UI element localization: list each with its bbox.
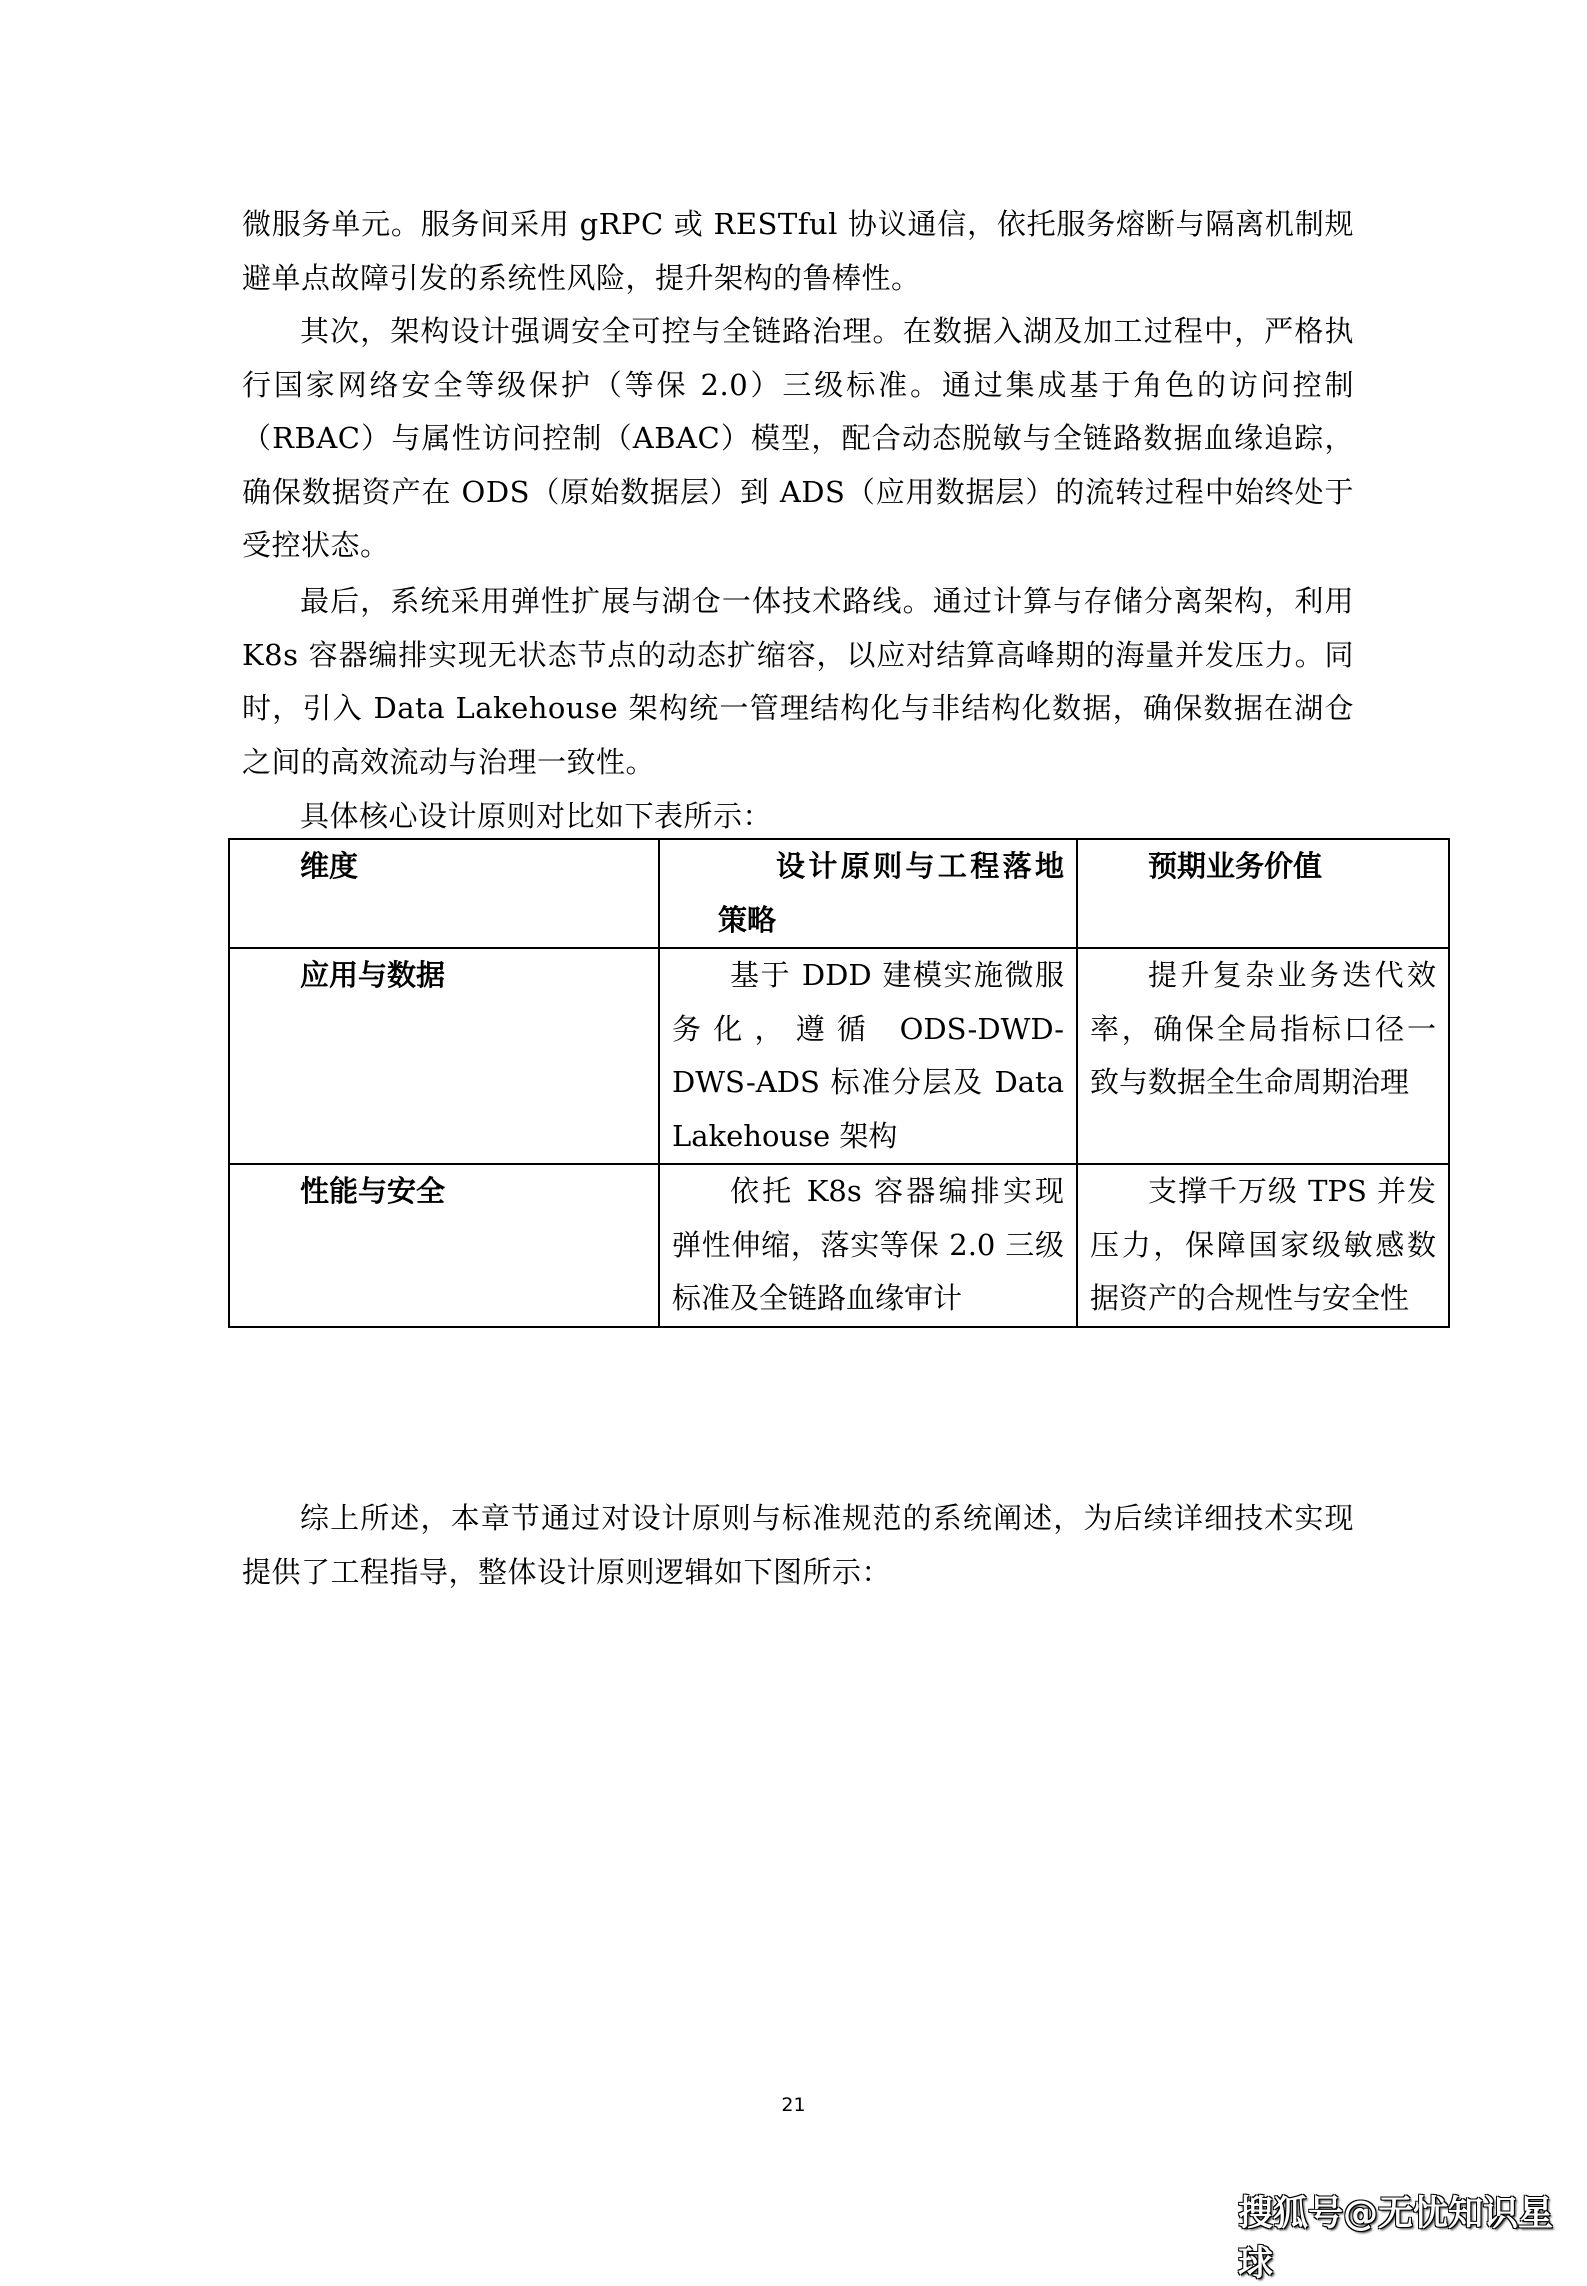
paragraph-security-governance [242, 305, 1354, 573]
table-row [229, 948, 1449, 1164]
paragraph-summary [242, 1492, 1354, 1599]
watermark: 搜狐号@无忧知识星球 [1238, 2194, 1554, 2284]
table-header-row [229, 839, 1449, 948]
cell-dimension: 应用与数据 [229, 948, 659, 1164]
paragraph-text: 综上所述，本章节通过对设计原则与标准规范的系统阐述，为后续详细技术实现提供了工程指导，整体设计原则逻辑如下图所示： [242, 1501, 1354, 1589]
cell-value: 提升复杂业务迭代效率，确保全局指标口径一致与数据全生命周期治理 [1077, 948, 1449, 1164]
page-number: 21 [781, 2094, 806, 2116]
header-dimension: 维度 [229, 839, 659, 948]
header-strategy: 设计原则与工程落地策略 [659, 839, 1077, 948]
design-principles-table [228, 838, 1450, 1328]
header-value: 预期业务价值 [1077, 839, 1449, 948]
cell-dimension: 性能与安全 [229, 1164, 659, 1327]
paragraph-text: 具体核心设计原则对比如下表所示： [300, 799, 773, 833]
paragraph-microservices [242, 198, 1354, 305]
cell-value: 支撑千万级 TPS 并发压力，保障国家级敏感数据资产的合规性与安全性 [1077, 1164, 1449, 1327]
cell-strategy: 基于 DDD 建模实施微服务化，遵循 ODS-DWD-DWS-ADS 标准分层及 Data Lakehouse 架构 [659, 948, 1077, 1164]
table-caption [242, 790, 1354, 844]
cell-strategy: 依托 K8s 容器编排实现弹性伸缩，落实等保 2.0 三级标准及全链路血缘审计 [659, 1164, 1077, 1327]
paragraph-elastic-lakehouse [242, 575, 1354, 789]
paragraph-text: 其次，架构设计强调安全可控与全链路治理。在数据入湖及加工过程中，严格执行国家网络安全等级保护（等保 2.0）三级标准。通过集成基于角色的访问控制（RBAC）与属性访问控制（ABAC）模型，配合动态脱敏与全链路数据血缘追踪，确保数据资产在 ODS（原始数据层）到 ADS（应用数据层）的流转过程中始终处于受控状态。 [242, 314, 1354, 562]
table-row [229, 1164, 1449, 1327]
paragraph-text: 最后，系统采用弹性扩展与湖仓一体技术路线。通过计算与存储分离架构，利用 K8s 容器编排实现无状态节点的动态扩缩容，以应对结算高峰期的海量并发压力。同时，引入 Data Lakehouse 架构统一管理结构化与非结构化数据，确保数据在湖仓之间的高效流动与治理一致性。 [242, 584, 1354, 779]
paragraph-text: 微服务单元。服务间采用 gRPC 或 RESTful 协议通信，依托服务熔断与隔离机制规避单点故障引发的系统性风险，提升架构的鲁棒性。 [242, 207, 1354, 295]
